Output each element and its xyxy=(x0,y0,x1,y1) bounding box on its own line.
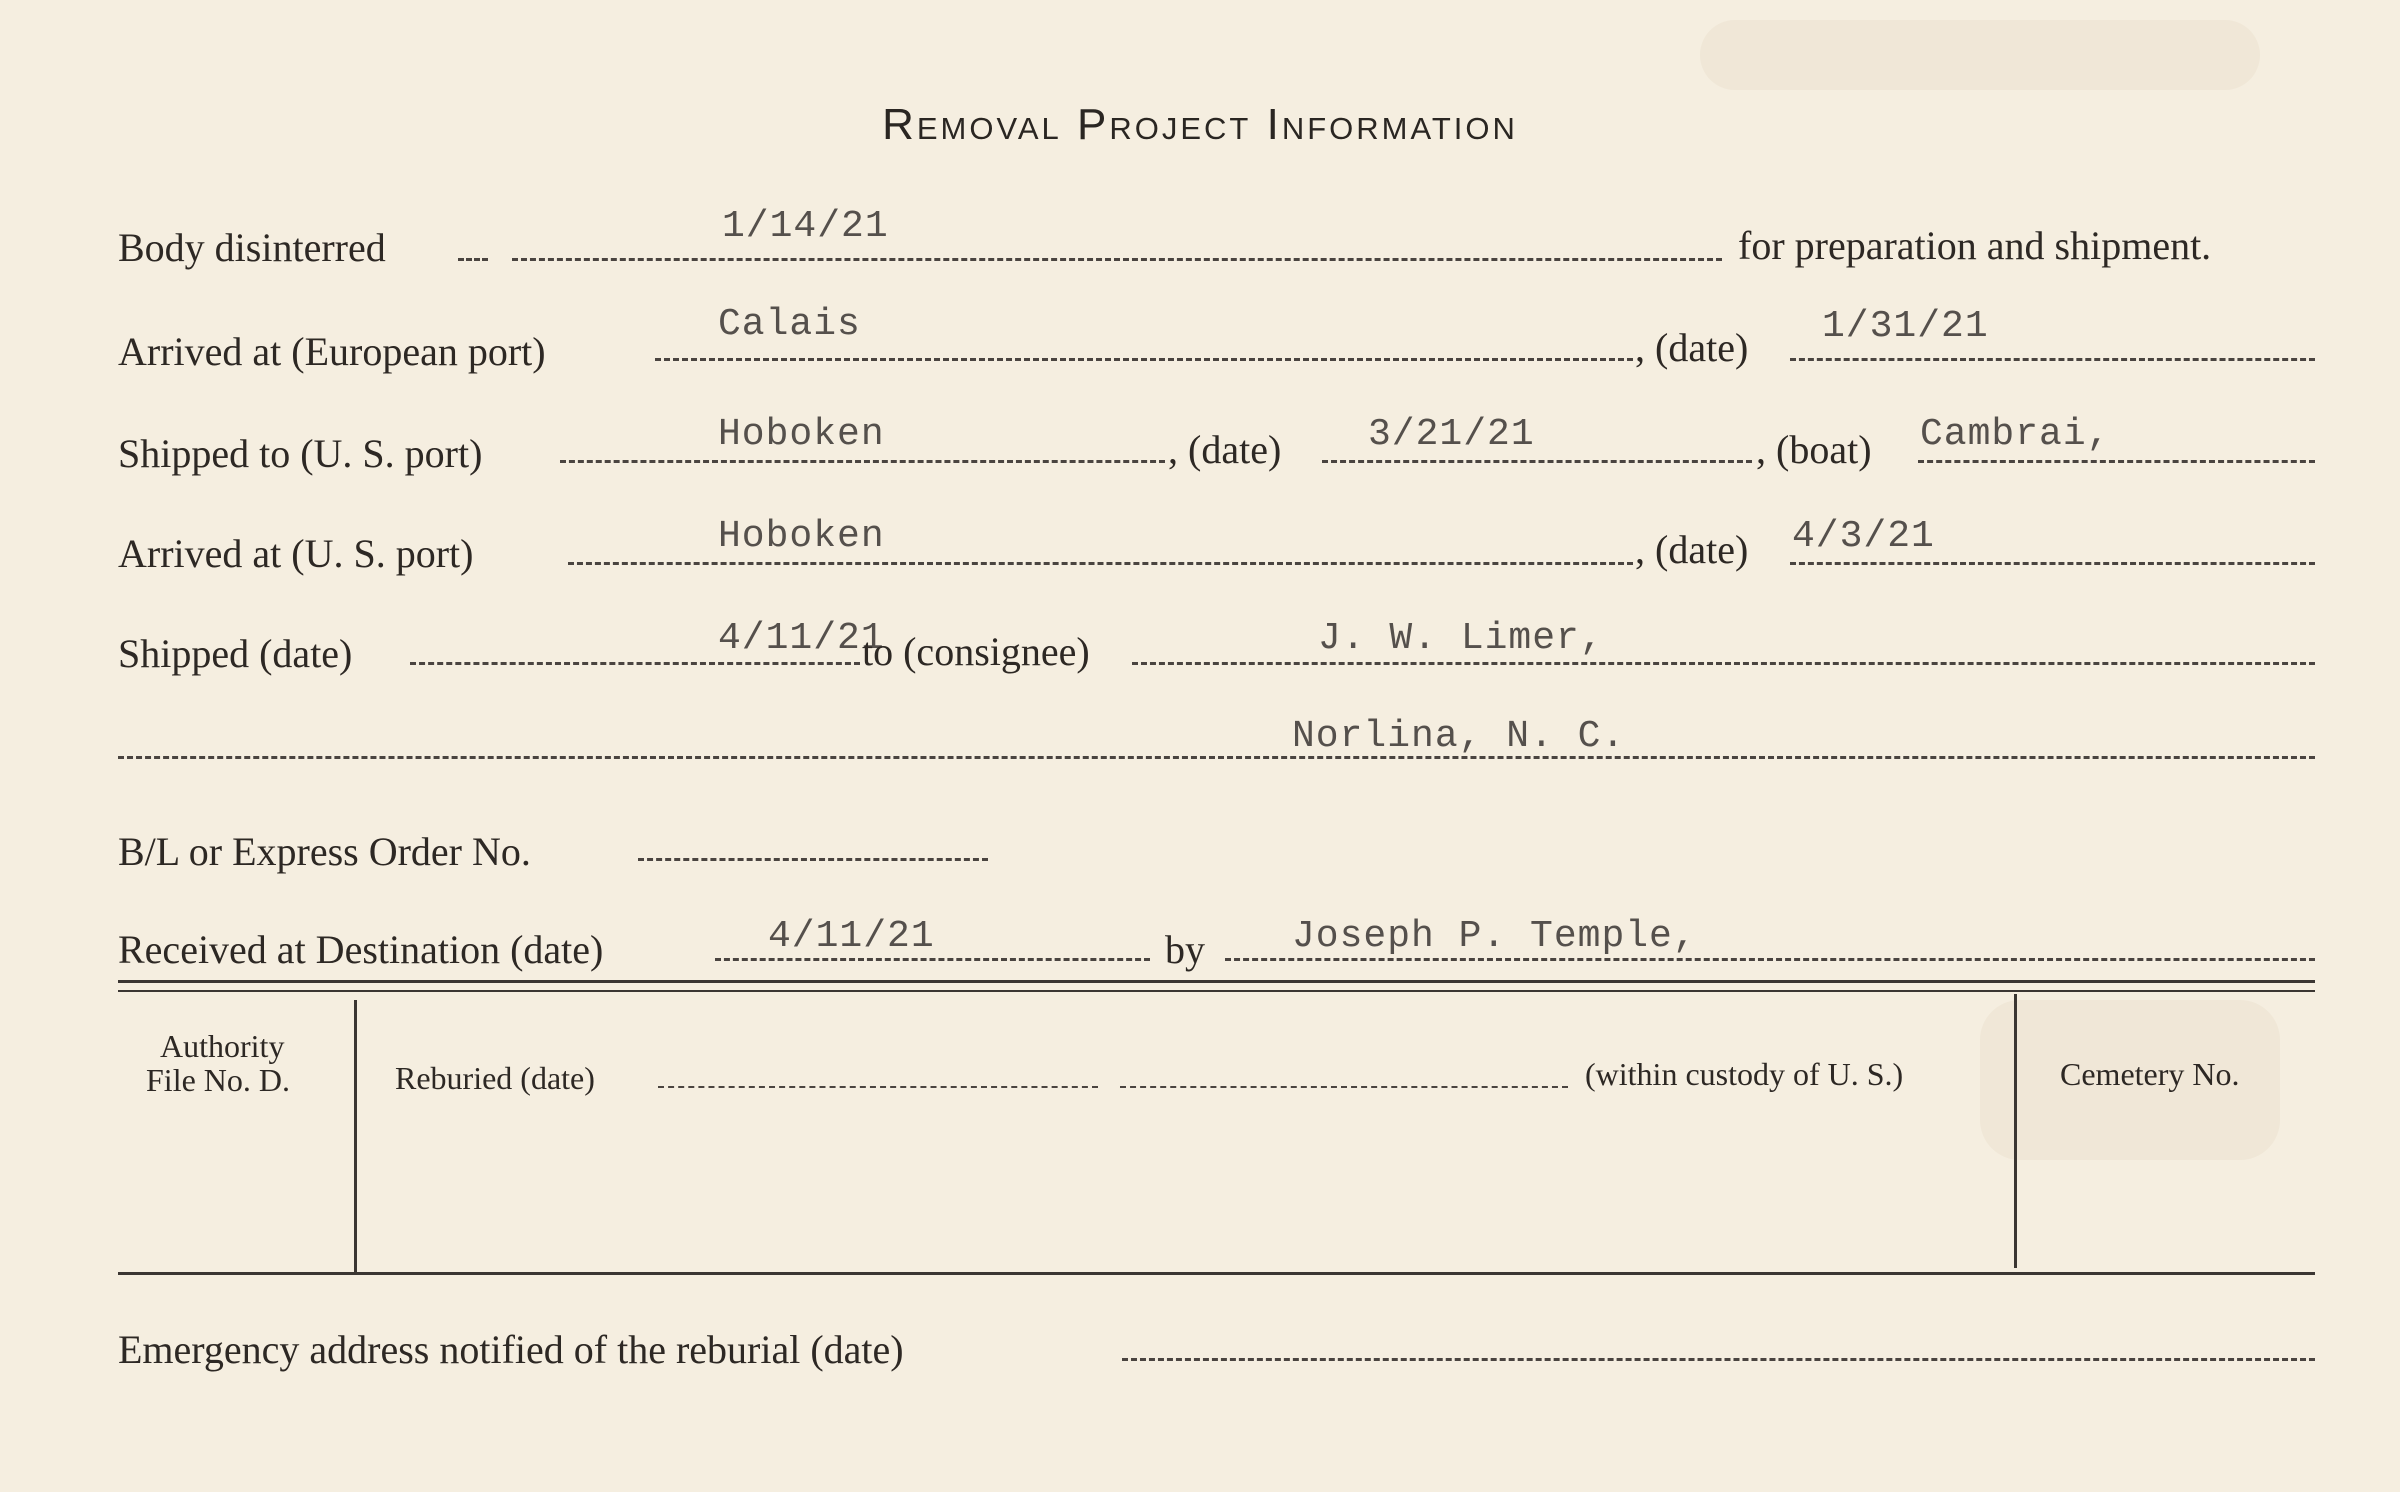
shipped-date-value: 4/11/21 xyxy=(718,617,885,660)
authority-label: Authority xyxy=(160,1028,285,1064)
fill-line xyxy=(1790,562,2315,565)
fill-line xyxy=(560,460,1165,463)
body-disinterred-value: 1/14/21 xyxy=(722,205,889,248)
received-by-value: Joseph P. Temple, xyxy=(1292,915,1697,958)
table-top-rule xyxy=(118,980,2315,983)
received-destination-label: Received at Destination (date) xyxy=(118,927,604,972)
date-label: , (date) xyxy=(1635,527,1749,572)
fill-line xyxy=(568,562,1633,565)
arrived-european-port-date: 1/31/21 xyxy=(1822,305,1989,348)
fill-line xyxy=(118,756,2315,759)
fill-line xyxy=(1790,358,2315,361)
shipped-us-port-date: 3/21/21 xyxy=(1368,413,1535,456)
by-label: by xyxy=(1165,927,1205,972)
for-preparation-label: for preparation and shipment. xyxy=(1738,223,2212,268)
file-no-label: File No. D. xyxy=(146,1062,290,1098)
arrived-european-port-value: Calais xyxy=(718,303,861,346)
consignee-address: Norlina, N. C. xyxy=(1292,715,1626,758)
arrived-us-port-label: Arrived at (U. S. port) xyxy=(118,531,474,576)
emergency-address-label: Emergency address notified of the reburial (date) xyxy=(118,1327,904,1372)
table-column-divider xyxy=(354,1000,357,1272)
arrived-us-port-value: Hoboken xyxy=(718,515,885,558)
fill-line xyxy=(655,358,1633,361)
consignee-label: to (consignee) xyxy=(862,629,1090,674)
fill-line xyxy=(1322,460,1752,463)
cemetery-no-label: Cemetery No. xyxy=(2060,1056,2240,1092)
custody-label: (within custody of U. S.) xyxy=(1585,1056,1904,1092)
date-label: , (date) xyxy=(1168,427,1282,472)
fill-line xyxy=(1122,1358,2315,1361)
form-title: Removal Project Information xyxy=(882,100,1518,149)
shipped-us-port-value: Hoboken xyxy=(718,413,885,456)
fill-line xyxy=(1120,1086,1568,1088)
fill-line xyxy=(1225,958,2315,961)
shipped-us-port-label: Shipped to (U. S. port) xyxy=(118,431,483,476)
bl-express-order-label: B/L or Express Order No. xyxy=(118,829,531,874)
table-column-divider xyxy=(2014,994,2017,1268)
date-label: , (date) xyxy=(1635,325,1749,370)
fill-line xyxy=(410,662,860,665)
received-date-value: 4/11/21 xyxy=(768,915,935,958)
shipped-date-label: Shipped (date) xyxy=(118,631,353,676)
arrived-european-port-label: Arrived at (European port) xyxy=(118,329,546,374)
fill-line xyxy=(715,958,1150,961)
fill-line xyxy=(658,1086,1098,1088)
table-bottom-rule xyxy=(118,1272,2315,1275)
paper-stain xyxy=(1700,20,2260,90)
arrived-us-port-date: 4/3/21 xyxy=(1792,515,1935,558)
fill-line xyxy=(1132,662,2315,665)
consignee-name: J. W. Limer, xyxy=(1318,617,1604,660)
fill-line xyxy=(458,258,488,261)
boat-label: , (boat) xyxy=(1756,427,1872,472)
body-disinterred-label: Body disinterred xyxy=(118,225,386,270)
table-top-rule-2 xyxy=(118,990,2315,992)
fill-line xyxy=(638,858,988,861)
boat-value: Cambrai, xyxy=(1920,413,2111,456)
fill-line xyxy=(512,258,1722,261)
fill-line xyxy=(1918,460,2315,463)
reburied-label: Reburied (date) xyxy=(395,1060,595,1096)
